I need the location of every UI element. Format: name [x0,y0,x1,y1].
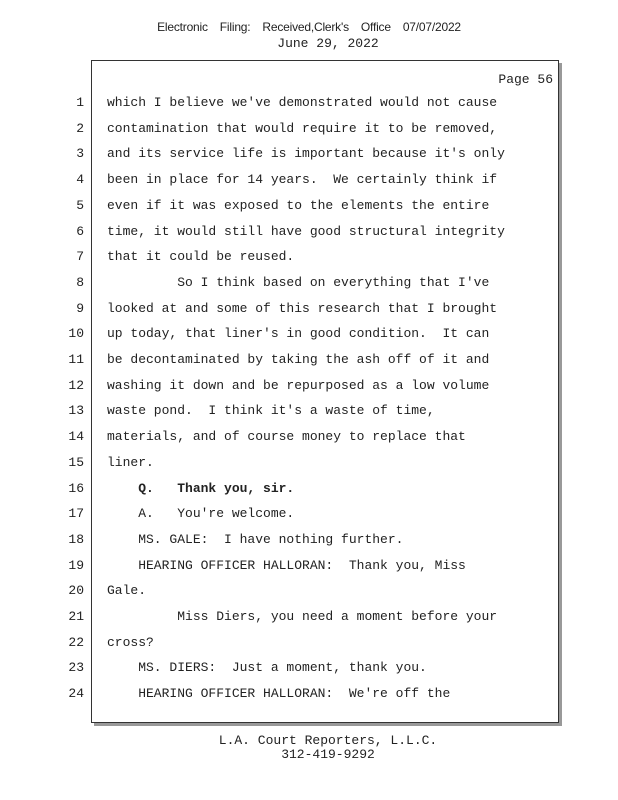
line-number: 12 [68,377,84,393]
line-text: Miss Diers, you need a moment before your [107,609,498,624]
line-number: 2 [76,120,84,136]
transcript-date: June 29, 2022 [277,36,379,51]
filing-word-5: 07/07/2022 [402,20,461,34]
line-text: MS. DIERS: Just a moment, thank you. [107,660,427,676]
line-number: 7 [76,249,84,265]
line-number: 14 [68,429,84,445]
line-number: 23 [68,660,84,676]
line-number: 13 [68,403,84,419]
line-text: HEARING OFFICER HALLORAN: We're off the [107,686,451,702]
line-text: A. You're welcome. [107,506,295,522]
line-text: Q. Thank you, sir. [107,480,295,496]
line-number: 5 [76,197,84,213]
line-number: 1 [76,95,84,110]
line-number: 8 [76,274,84,290]
filing-word-2: Filing: [219,20,251,34]
line-number: 19 [68,557,84,573]
line-text: liner. [107,454,154,470]
line-text: waste pond. I think it's a waste of time, [107,403,435,419]
reporter-phone: 312-419-9292 [281,747,375,762]
line-text: materials, and of course money to replace that [107,429,466,445]
line-text: Gale. [107,583,147,599]
line-text: even if it was exposed to the elements the entire [107,197,490,213]
line-number: 6 [76,223,84,239]
line-text: time, it would still have good structural integrity [107,223,505,239]
line-text: up today, that liner's in good condition. It can [107,326,490,342]
filing-word-1: Electronic [157,20,208,34]
line-number: 20 [68,583,84,599]
line-text: been in place for 14 years. We certainly think if [107,172,498,188]
line-number: 4 [76,172,84,188]
line-number: 18 [68,531,84,547]
reporter-company: L.A. Court Reporters, L.L.C. [218,733,438,748]
line-text: be decontaminated by taking the ash off of it and [107,352,490,367]
line-number: 10 [68,326,84,342]
filing-word-3: Received,Clerk's [262,20,349,34]
line-number: 11 [68,352,84,367]
line-text: HEARING OFFICER HALLORAN: Thank you, Miss [107,557,466,573]
line-text: which I believe we've demonstrated would not cause [107,95,498,110]
line-number: 3 [76,146,84,162]
filing-stamp [0,20,618,34]
line-number: 15 [68,454,84,470]
page-number: Page 56 [498,72,553,87]
line-text: contamination that would require it to be removed, [107,120,498,136]
line-text: washing it down and be repurposed as a low volume [107,377,490,393]
line-number: 17 [68,506,84,522]
line-text: that it could be reused. [107,249,295,265]
line-text: MS. GALE: I have nothing further. [107,531,404,547]
line-text: and its service life is important because it's only [107,146,505,162]
line-text: looked at and some of this research that I brought [107,300,498,316]
line-number: 24 [68,686,84,702]
line-number: 22 [68,634,84,650]
filing-word-4: Office [360,20,391,34]
line-text: cross? [107,634,154,650]
line-number: 21 [68,609,84,624]
line-number: 9 [76,300,84,316]
line-text: So I think based on everything that I've [107,274,490,290]
line-number: 16 [68,480,84,496]
